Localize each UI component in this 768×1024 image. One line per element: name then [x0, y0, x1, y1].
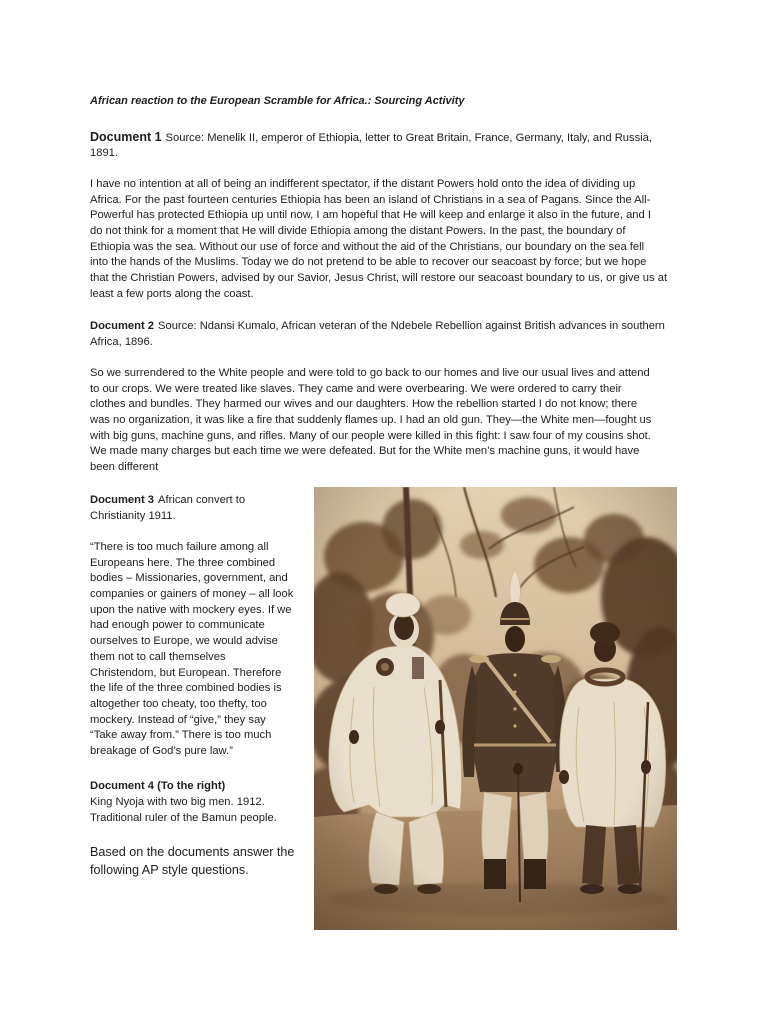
- document-1-source: [90, 129, 652, 162]
- document-3-quote-line: “Take away from.” There is too much: [90, 729, 272, 742]
- document-3-quote-line: had enough power to communicate: [90, 619, 265, 632]
- document-2-body-line: was no organization, it was like a fire that suddenly flames up. I had an old gun. They—the White men—fought us: [90, 414, 652, 427]
- photo-vignette: [314, 487, 677, 930]
- document-2-heading: Document 2: [90, 320, 155, 332]
- document-2-body-line: We made many charges but each time we were defeated. But for the White men’s machine guns, it would have: [90, 445, 640, 458]
- document-3-source-line: Christianity 1911.: [90, 510, 176, 522]
- document-1-source-line: 1891.: [90, 147, 118, 160]
- instructions: [90, 843, 294, 879]
- document-3-quote-line: bodies – Missionaries, government, and: [90, 572, 288, 585]
- document-3-quote-line: mockery. Instead of “give,” they say: [90, 713, 266, 726]
- document-3-quote-line: altogether too cheaty, too thefty, too: [90, 697, 267, 710]
- document-3-quote-line: Christendom, but European. Therefore: [90, 666, 282, 679]
- document-1-body-line: Africa. For the past fourteen centuries Ethiopia has been an island of Christians in a sea of Pagans. Since the All-: [90, 193, 651, 206]
- document-3-source-line: [90, 492, 245, 508]
- document-1-source-text: Source: Menelik II, emperor of Ethiopia, letter to Great Britain, France, Germany, Italy, and Russia,: [165, 131, 652, 144]
- document-1-heading: Document 1: [90, 129, 162, 144]
- document-3-quote-line: them not to call themselves: [90, 650, 226, 663]
- document-3-source: [90, 492, 245, 524]
- instructions-line: Based on the documents answer the: [90, 845, 295, 859]
- document-4-caption-line: King Nyoja with two big men. 1912.: [90, 796, 265, 808]
- document-3-quote-line: “There is too much failure among all: [90, 541, 269, 553]
- document-1-body-line: I have no intention at all of being an indifferent spectator, if the distant Powers hold onto the idea of dividing up: [90, 178, 636, 190]
- document-3-source-text: African convert to: [158, 494, 246, 506]
- document-2-body: [90, 366, 651, 476]
- document-1-body: [90, 177, 667, 303]
- document-3-quote-line: the life of the three combined bodies is: [90, 682, 282, 695]
- document-4-caption: [90, 778, 277, 826]
- document-3-quote-line: companies or gainers of money – all look: [90, 588, 294, 601]
- document-3-quote-line: Europeans here. The three combined: [90, 556, 276, 569]
- document-3-heading: Document 3: [90, 494, 155, 506]
- document-2-source-text: Source: Ndansi Kumalo, African veteran of the Ndebele Rebellion against British advances in southern: [158, 320, 665, 332]
- document-2-source-line: [90, 318, 665, 334]
- document-2-body-line: to our crops. We were treated like slaves. They came and were overbearing. We were ordered to carry their: [90, 382, 622, 395]
- document-1-source-line: [90, 129, 652, 146]
- document-2-source: [90, 318, 665, 350]
- document-1-body-line: Powerful has protected Ethiopia up until now, I am hopeful that He will keep and enlarge it also in the future, and I: [90, 209, 651, 222]
- document-2-body-line: So we surrendered to the White people and were told to go back to our homes and live our usual lives and attend: [90, 367, 650, 379]
- document-1-body-line: that the Christian Powers, advised by our Savior, Jesus Christ, will restore our seacoast boundary to us, or give us at: [90, 272, 668, 285]
- document-3-quote-line: ourselves to Europe, we would advise: [90, 635, 278, 648]
- document-4-caption-line: Traditional ruler of the Bamun people.: [90, 812, 277, 824]
- document-4-photo: [314, 487, 677, 930]
- document-2-body-line: clothes and bundles. They harmed our wives and our daughters. How the rebellion started I do not know; there: [90, 398, 638, 411]
- document-2-body-line: been different: [90, 461, 159, 474]
- document-2-source-line: Africa, 1896.: [90, 336, 153, 348]
- page-title: African reaction to the European Scramble for Africa.: Sourcing Activity: [90, 95, 465, 107]
- document-1-body-line: least a few ports along the coast.: [90, 287, 254, 300]
- document-3-quote-line: breakage of God’s pure law.”: [90, 744, 233, 757]
- document-1-body-line: Ethiopia was the sea. Without our use of force and without the aid of the Christians, our boundary on the sea fell: [90, 240, 645, 253]
- document-3-quote-line: upon the native with mockery eyes. If we: [90, 603, 292, 616]
- instructions-line: following AP style questions.: [90, 863, 249, 877]
- document-1-body-line: into the hands of the Muslims. Today we do not pretend to be able to recover our seacoast by force; but we hope: [90, 256, 647, 269]
- document-3-quote: [90, 540, 293, 760]
- document-1-body-line: do not think for a moment that He will divide Ethiopia among the distant Powers. In the past, the boundary of: [90, 225, 626, 238]
- document-4-heading: Document 4 (To the right): [90, 780, 226, 792]
- document-2-body-line: with big guns, machine guns, and rifles. Many of our people were killed in this fight: I saw four of my cousins shot.: [90, 429, 651, 442]
